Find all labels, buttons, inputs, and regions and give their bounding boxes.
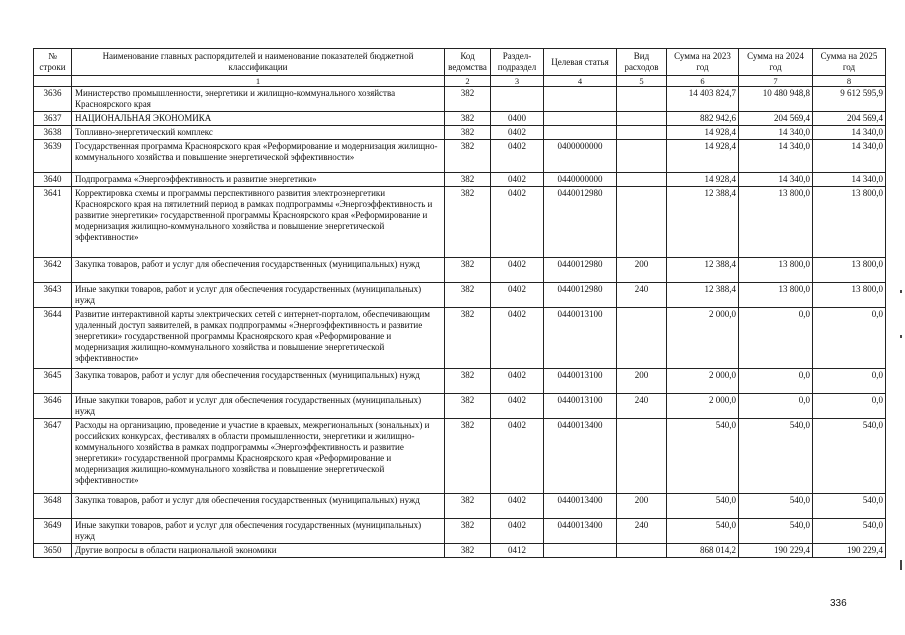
row-name: Корректировка схемы и программы перспективного развития электроэнергетики Красноярского края на пятилетний период в рамках подпрограммы «Энергоэффективность и развитие энергетики» государственной программы Красноярского края «Реформирование и модернизация жилищно-коммунального хозяйства и повышение энергетической эффективности» — [72, 186, 445, 257]
row-name: Закупка товаров, работ и услуг для обеспечения государственных (муниципальных) нужд — [72, 257, 445, 282]
row-name: Топливно-энергетический комплекс — [72, 125, 445, 139]
header-target-item: Целевая статья — [544, 49, 617, 76]
row-sum-2024: 0,0 — [739, 368, 813, 393]
row-target-item: 0440013100 — [544, 368, 617, 393]
row-target-item: 0440013400 — [544, 418, 617, 493]
budget-table-sheet — [33, 48, 885, 558]
row-dept-code: 382 — [445, 139, 491, 172]
row-expense-type — [617, 186, 667, 257]
row-sum-2025: 14 340,0 — [813, 139, 886, 172]
row-number: 3642 — [34, 257, 72, 282]
table-header — [34, 49, 886, 87]
row-dept-code: 382 — [445, 282, 491, 307]
row-expense-type — [617, 125, 667, 139]
table-row — [34, 418, 886, 493]
row-sum-2025: 0,0 — [813, 393, 886, 418]
row-expense-type: 200 — [617, 368, 667, 393]
row-expense-type: 200 — [617, 257, 667, 282]
row-sum-2024: 0,0 — [739, 393, 813, 418]
row-expense-type: 240 — [617, 393, 667, 418]
row-number: 3636 — [34, 87, 72, 112]
row-number: 3643 — [34, 282, 72, 307]
row-sum-2023: 882 942,6 — [667, 111, 739, 125]
row-expense-type: 240 — [617, 518, 667, 543]
table-body — [34, 87, 886, 558]
row-sum-2023: 14 928,4 — [667, 172, 739, 186]
header-name: Наименование главных распорядителей и наименование показателей бюджетной классификации — [72, 49, 445, 76]
column-number: 1 — [72, 76, 445, 87]
row-section: 0402 — [491, 393, 544, 418]
row-sum-2025: 0,0 — [813, 307, 886, 368]
row-dept-code: 382 — [445, 543, 491, 557]
row-dept-code: 382 — [445, 125, 491, 139]
column-number: 7 — [739, 76, 813, 87]
row-dept-code: 382 — [445, 307, 491, 368]
row-number: 3641 — [34, 186, 72, 257]
row-name: Другие вопросы в области национальной экономики — [72, 543, 445, 557]
row-sum-2025: 13 800,0 — [813, 257, 886, 282]
row-target-item: 0400000000 — [544, 139, 617, 172]
row-dept-code: 382 — [445, 418, 491, 493]
row-sum-2025: 540,0 — [813, 518, 886, 543]
row-target-item: 0440013400 — [544, 493, 617, 518]
table-row — [34, 307, 886, 368]
row-name: Закупка товаров, работ и услуг для обеспечения государственных (муниципальных) нужд — [72, 368, 445, 393]
table-row — [34, 393, 886, 418]
budget-table — [33, 48, 886, 558]
row-dept-code: 382 — [445, 186, 491, 257]
row-section: 0402 — [491, 518, 544, 543]
row-name: Развитие интерактивной карты электрических сетей с интернет-порталом, обеспечивающим удаленный доступ заявителей, в рамках подпрограммы «Энергоэффективность и развитие энергетики» государственной программы Красноярского края «Реформирование и модернизация жилищно-коммунального хозяйства и повышение энергетической эффективности» — [72, 307, 445, 368]
row-sum-2023: 12 388,4 — [667, 257, 739, 282]
row-sum-2024: 13 800,0 — [739, 186, 813, 257]
table-row — [34, 186, 886, 257]
row-section: 0402 — [491, 493, 544, 518]
row-sum-2023: 2 000,0 — [667, 307, 739, 368]
row-dept-code: 382 — [445, 257, 491, 282]
scan-edge-mark — [900, 560, 902, 570]
row-sum-2025: 190 229,4 — [813, 543, 886, 557]
table-row — [34, 518, 886, 543]
row-expense-type — [617, 139, 667, 172]
table-row — [34, 139, 886, 172]
row-sum-2023: 868 014,2 — [667, 543, 739, 557]
header-sum-2025: Сумма на 2025 год — [813, 49, 886, 76]
row-sum-2025: 540,0 — [813, 493, 886, 518]
row-sum-2023: 2 000,0 — [667, 393, 739, 418]
row-section: 0402 — [491, 172, 544, 186]
row-section: 0402 — [491, 418, 544, 493]
row-section: 0412 — [491, 543, 544, 557]
row-section: 0402 — [491, 139, 544, 172]
row-number: 3650 — [34, 543, 72, 557]
row-number: 3639 — [34, 139, 72, 172]
row-expense-type: 200 — [617, 493, 667, 518]
row-target-item: 0440000000 — [544, 172, 617, 186]
row-sum-2023: 14 928,4 — [667, 139, 739, 172]
row-number: 3640 — [34, 172, 72, 186]
row-sum-2025: 14 340,0 — [813, 172, 886, 186]
row-sum-2024: 540,0 — [739, 518, 813, 543]
table-row — [34, 111, 886, 125]
row-name: Иные закупки товаров, работ и услуг для обеспечения государственных (муниципальных) нужд — [72, 393, 445, 418]
row-sum-2023: 540,0 — [667, 418, 739, 493]
table-row — [34, 87, 886, 112]
row-target-item: 0440012980 — [544, 257, 617, 282]
row-sum-2024: 0,0 — [739, 307, 813, 368]
table-row — [34, 493, 886, 518]
row-section: 0402 — [491, 257, 544, 282]
row-expense-type — [617, 418, 667, 493]
header-row-number: № строки — [34, 49, 72, 76]
row-sum-2024: 14 340,0 — [739, 172, 813, 186]
header-dept-code: Код ведомства — [445, 49, 491, 76]
row-sum-2024: 540,0 — [739, 418, 813, 493]
column-number: 3 — [491, 76, 544, 87]
row-number: 3638 — [34, 125, 72, 139]
row-name: Государственная программа Красноярского края «Реформирование и модернизация жилищно-коммунального хозяйства и повышение энергетической эффективности» — [72, 139, 445, 172]
row-sum-2025: 540,0 — [813, 418, 886, 493]
column-number: 4 — [544, 76, 617, 87]
row-sum-2023: 12 388,4 — [667, 186, 739, 257]
row-section: 0402 — [491, 282, 544, 307]
row-sum-2025: 204 569,4 — [813, 111, 886, 125]
row-sum-2024: 10 480 948,8 — [739, 87, 813, 112]
row-dept-code: 382 — [445, 111, 491, 125]
row-target-item: 0440013400 — [544, 518, 617, 543]
row-name: Министерство промышленности, энергетики и жилищно-коммунального хозяйства Красноярского края — [72, 87, 445, 112]
row-sum-2025: 13 800,0 — [813, 282, 886, 307]
row-number: 3648 — [34, 493, 72, 518]
table-row — [34, 172, 886, 186]
row-name: НАЦИОНАЛЬНАЯ ЭКОНОМИКА — [72, 111, 445, 125]
scan-edge-mark — [900, 335, 902, 338]
row-dept-code: 382 — [445, 493, 491, 518]
row-sum-2024: 190 229,4 — [739, 543, 813, 557]
column-number: 8 — [813, 76, 886, 87]
row-target-item — [544, 125, 617, 139]
header-section: Раздел-подраздел — [491, 49, 544, 76]
row-dept-code: 382 — [445, 172, 491, 186]
column-number: 5 — [617, 76, 667, 87]
row-sum-2024: 13 800,0 — [739, 257, 813, 282]
row-sum-2025: 13 800,0 — [813, 186, 886, 257]
row-expense-type: 240 — [617, 282, 667, 307]
row-sum-2023: 14 928,4 — [667, 125, 739, 139]
row-sum-2023: 12 388,4 — [667, 282, 739, 307]
row-target-item: 0440013100 — [544, 307, 617, 368]
header-sum-2024: Сумма на 2024 год — [739, 49, 813, 76]
row-section: 0402 — [491, 186, 544, 257]
row-sum-2024: 14 340,0 — [739, 139, 813, 172]
row-section: 0402 — [491, 125, 544, 139]
table-row — [34, 257, 886, 282]
row-name: Иные закупки товаров, работ и услуг для обеспечения государственных (муниципальных) нужд — [72, 282, 445, 307]
row-sum-2023: 540,0 — [667, 493, 739, 518]
row-name: Закупка товаров, работ и услуг для обеспечения государственных (муниципальных) нужд — [72, 493, 445, 518]
row-sum-2025: 0,0 — [813, 368, 886, 393]
table-row — [34, 543, 886, 557]
row-dept-code: 382 — [445, 368, 491, 393]
row-target-item — [544, 543, 617, 557]
row-expense-type — [617, 111, 667, 125]
header-sum-2023: Сумма на 2023 год — [667, 49, 739, 76]
header-expense-type: Вид расходов — [617, 49, 667, 76]
row-expense-type — [617, 307, 667, 368]
row-target-item: 0440013100 — [544, 393, 617, 418]
row-sum-2025: 9 612 595,9 — [813, 87, 886, 112]
row-expense-type — [617, 87, 667, 112]
row-section: 0402 — [491, 368, 544, 393]
row-dept-code: 382 — [445, 87, 491, 112]
table-row — [34, 282, 886, 307]
row-number: 3644 — [34, 307, 72, 368]
table-row — [34, 125, 886, 139]
column-number-row — [34, 76, 886, 87]
row-target-item — [544, 87, 617, 112]
row-target-item: 0440012980 — [544, 186, 617, 257]
row-dept-code: 382 — [445, 518, 491, 543]
page-number: 336 — [830, 598, 847, 609]
row-number: 3637 — [34, 111, 72, 125]
row-sum-2024: 14 340,0 — [739, 125, 813, 139]
row-number: 3649 — [34, 518, 72, 543]
row-dept-code: 382 — [445, 393, 491, 418]
row-target-item: 0440012980 — [544, 282, 617, 307]
row-number: 3645 — [34, 368, 72, 393]
row-number: 3646 — [34, 393, 72, 418]
row-sum-2024: 13 800,0 — [739, 282, 813, 307]
row-sum-2023: 14 403 824,7 — [667, 87, 739, 112]
row-section: 0400 — [491, 111, 544, 125]
row-sum-2023: 540,0 — [667, 518, 739, 543]
row-sum-2025: 14 340,0 — [813, 125, 886, 139]
row-sum-2024: 204 569,4 — [739, 111, 813, 125]
row-expense-type — [617, 172, 667, 186]
row-name: Иные закупки товаров, работ и услуг для обеспечения государственных (муниципальных) нужд — [72, 518, 445, 543]
scan-edge-mark — [900, 290, 902, 293]
table-row — [34, 368, 886, 393]
column-number: 2 — [445, 76, 491, 87]
column-number — [34, 76, 72, 87]
row-name: Подпрограмма «Энергоэффективность и развитие энергетики» — [72, 172, 445, 186]
row-expense-type — [617, 543, 667, 557]
row-number: 3647 — [34, 418, 72, 493]
row-sum-2024: 540,0 — [739, 493, 813, 518]
row-section: 0402 — [491, 307, 544, 368]
row-name: Расходы на организацию, проведение и участие в краевых, межрегиональных (зональных) и российских конкурсах, фестивалях в области промышленности, энергетики и жилищно-коммунального хозяйства в рамках подпрограммы «Энергоэффективность и развитие энергетики» государственной программы Красноярского края «Реформирование и модернизация жилищно-коммунального хозяйства и повышение энергетической эффективности» — [72, 418, 445, 493]
row-target-item — [544, 111, 617, 125]
row-section — [491, 87, 544, 112]
row-sum-2023: 2 000,0 — [667, 368, 739, 393]
column-number: 6 — [667, 76, 739, 87]
